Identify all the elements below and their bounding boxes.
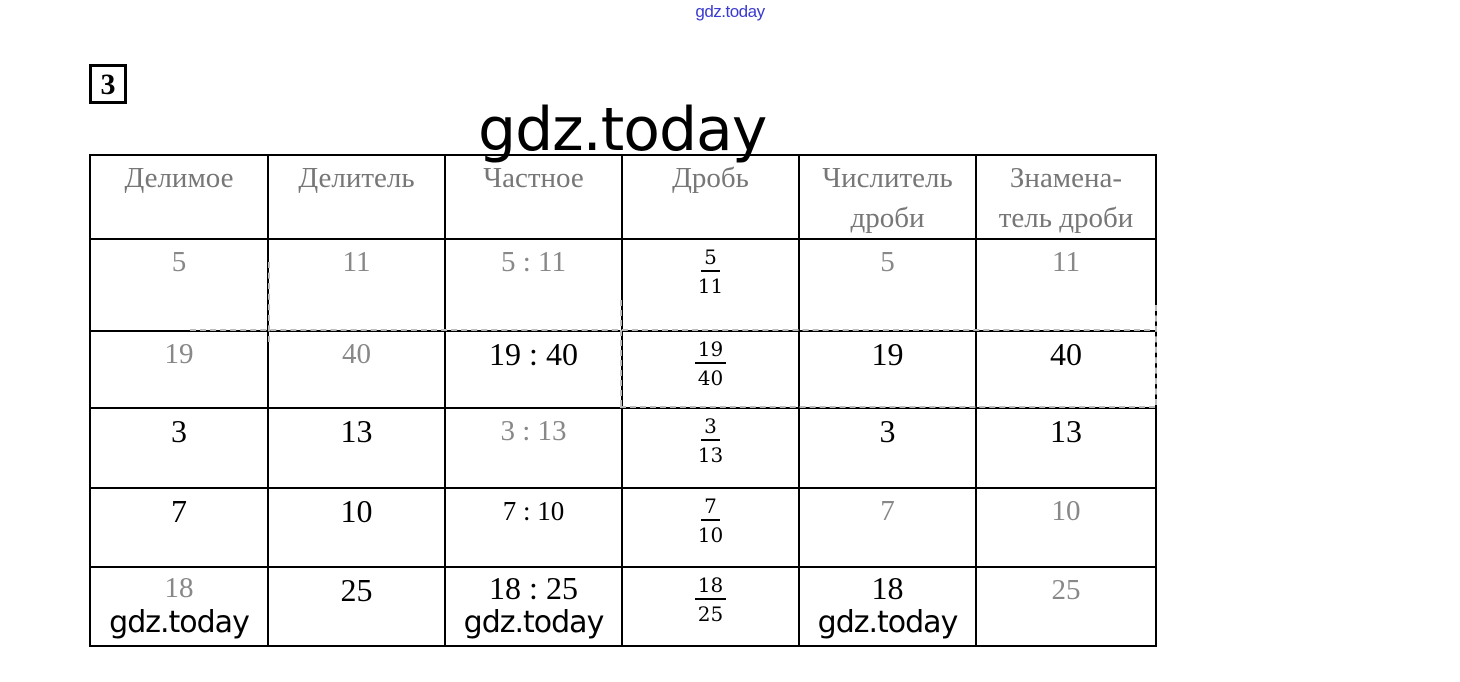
cell-watermark: gdz.today [109,605,249,640]
cell-fraction [622,331,799,408]
cell-dividend: 7 [90,488,268,567]
fraction: $\frac{7}{10}$ [697,494,724,547]
cell-divisor: 10 [268,488,445,567]
header-dividend: Делимое [90,155,268,239]
header-quotient: Частное [445,155,622,239]
table-row [90,408,1156,488]
header-fraction: Дробь [622,155,799,239]
scan-artifact-line [190,329,1150,331]
cell-denominator: 11 [976,239,1156,331]
cell-denominator: 13 [976,408,1156,488]
cell-numerator: 7 [799,488,976,567]
top-watermark: gdz.today [695,2,765,21]
cell-fraction [622,567,799,646]
cell-fraction [622,408,799,488]
cell-fraction [622,239,799,331]
cell-denominator: 25 [976,567,1156,646]
fraction: $\frac{19}{40}$ [695,336,726,392]
cell-numerator: 18 gdz.today [799,567,976,646]
cell-divisor: 40 [268,331,445,408]
cell-denominator: 40 [976,331,1156,408]
cell-quotient: 7 : 10 [445,488,622,567]
cell-numerator: 3 [799,408,976,488]
cell-dividend: 5 [90,239,268,331]
table-row [90,239,1156,331]
header-numerator: Числитель дроби [799,155,976,239]
fraction: $\frac{3}{13}$ [697,414,724,467]
cell-divisor: 13 [268,408,445,488]
fraction-table [89,154,1157,647]
cell-numerator: 5 [799,239,976,331]
scan-artifact-line [620,300,622,406]
header-divisor: Делитель [268,155,445,239]
cell-quotient: 5 : 11 [445,239,622,331]
task-number: 3 [89,64,127,104]
cell-denominator: 10 [976,488,1156,567]
table-row [90,331,1156,408]
big-watermark: gdz.today [478,95,767,165]
cell-divisor: 25 [268,567,445,646]
fraction: $\frac{5}{11}$ [697,245,724,298]
cell-dividend: 18 gdz.today [90,567,268,646]
scan-artifact-line [620,406,1155,408]
cell-dividend: 3 [90,408,268,488]
scan-artifact-line [268,262,270,342]
header-denominator: Знамена- тель дроби [976,155,1156,239]
cell-quotient: 3 : 13 [445,408,622,488]
table-row [90,567,1156,646]
cell-quotient: 19 : 40 [445,331,622,408]
cell-dividend: 19 [90,331,268,408]
cell-numerator: 19 [799,331,976,408]
fraction: $\frac{18}{25}$ [695,572,726,628]
cell-divisor: 11 [268,239,445,331]
cell-watermark: gdz.today [817,605,958,640]
table-row [90,488,1156,567]
cell-quotient: 18 : 25 gdz.today [445,567,622,646]
cell-fraction [622,488,799,567]
scan-artifact-line [1155,305,1157,405]
cell-watermark: gdz.today [463,605,604,640]
